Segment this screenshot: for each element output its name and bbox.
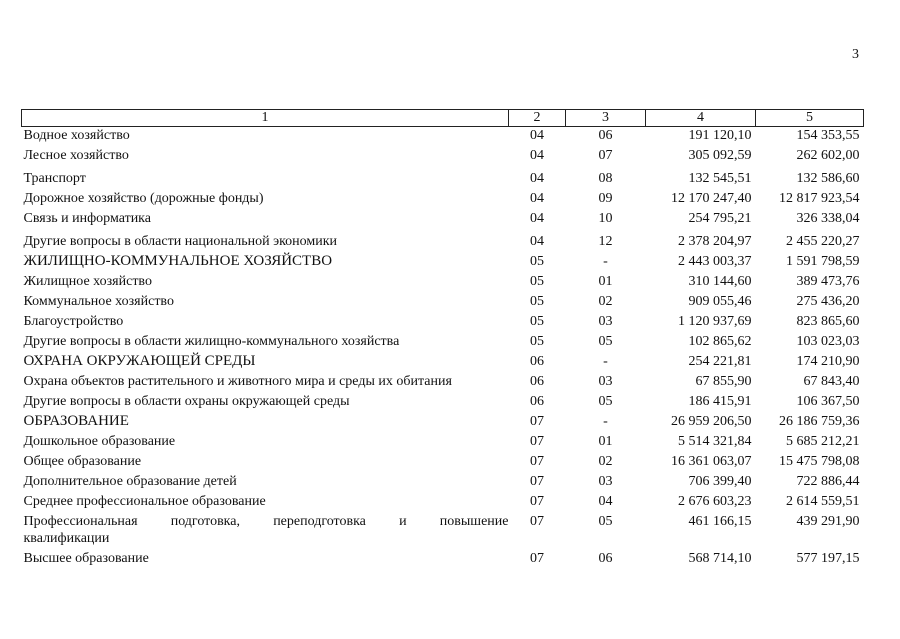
row-col5-amount: 262 602,00 bbox=[796, 148, 860, 163]
table-row bbox=[22, 313, 864, 333]
row-col5-amount: 103 023,03 bbox=[796, 334, 860, 349]
row-col4-amount: 305 092,59 bbox=[688, 148, 752, 163]
row-col4-amount: 254 221,81 bbox=[688, 354, 752, 369]
table-row bbox=[22, 433, 864, 453]
row-name: Среднее профессиональное образование bbox=[23, 494, 266, 509]
row-col5-amount: 823 865,60 bbox=[796, 314, 860, 329]
row-name-line1: Профессиональная подготовка, переподготовка и повышение bbox=[23, 514, 509, 529]
row-razdel: 06 bbox=[530, 394, 544, 409]
row-col5-amount: 389 473,76 bbox=[796, 274, 860, 289]
row-col5-amount: 577 197,15 bbox=[796, 551, 860, 566]
table-row bbox=[22, 293, 864, 313]
row-podrazdel: 12 bbox=[598, 234, 613, 249]
row-col5-amount: 722 886,44 bbox=[796, 474, 860, 489]
row-name: ЖИЛИЩНО-КОММУНАЛЬНОЕ ХОЗЯЙСТВО bbox=[23, 253, 333, 269]
table-row bbox=[22, 333, 864, 353]
row-razdel: 04 bbox=[530, 148, 544, 163]
row-name-line2: квалификации bbox=[23, 531, 110, 546]
row-name: Дополнительное образование детей bbox=[23, 474, 237, 489]
table-row bbox=[22, 453, 864, 473]
row-razdel: 04 bbox=[530, 128, 544, 143]
row-name: ОБРАЗОВАНИЕ bbox=[23, 413, 129, 429]
row-col4-amount: 102 865,62 bbox=[688, 334, 752, 349]
row-podrazdel: 10 bbox=[598, 211, 613, 226]
row-col5-amount: 275 436,20 bbox=[796, 294, 860, 309]
row-razdel: 07 bbox=[530, 474, 544, 489]
row-col4-amount: 191 120,10 bbox=[688, 128, 752, 143]
header-col-1: 1 bbox=[22, 110, 509, 127]
row-name: Охрана объектов растительного и животного мира и среды их обитания bbox=[23, 374, 452, 389]
row-razdel: 07 bbox=[530, 551, 544, 566]
row-razdel: 05 bbox=[530, 274, 544, 289]
row-podrazdel: 01 bbox=[598, 274, 613, 289]
row-col5-amount: 5 685 212,21 bbox=[786, 434, 860, 449]
row-razdel: 04 bbox=[530, 171, 544, 186]
row-name: Благоустройство bbox=[23, 314, 124, 329]
row-name: Дорожное хозяйство (дорожные фонды) bbox=[23, 191, 264, 206]
row-podrazdel: 06 bbox=[598, 551, 613, 566]
row-podrazdel: 07 bbox=[598, 148, 613, 163]
row-col4-amount: 310 144,60 bbox=[688, 274, 752, 289]
header-col-4: 4 bbox=[646, 110, 756, 127]
page-number: 3 bbox=[852, 47, 859, 62]
row-podrazdel: 05 bbox=[598, 394, 613, 409]
row-podrazdel: 03 bbox=[598, 474, 613, 489]
table-row bbox=[22, 393, 864, 413]
row-razdel: 06 bbox=[530, 354, 544, 369]
row-name: Высшее образование bbox=[23, 551, 149, 566]
table-row bbox=[22, 473, 864, 493]
row-col4-amount: 2 378 204,97 bbox=[678, 234, 752, 249]
row-razdel: 06 bbox=[530, 374, 544, 389]
row-col4-amount: 254 795,21 bbox=[688, 211, 752, 226]
row-razdel: 04 bbox=[530, 234, 544, 249]
row-razdel: 07 bbox=[530, 514, 544, 529]
row-name: ОХРАНА ОКРУЖАЮЩЕЙ СРЕДЫ bbox=[23, 353, 256, 369]
row-col5-amount: 132 586,60 bbox=[796, 171, 860, 186]
budget-table bbox=[21, 109, 864, 570]
table-row bbox=[22, 167, 864, 190]
row-name: Общее образование bbox=[23, 454, 142, 469]
table-row bbox=[22, 127, 864, 148]
row-col4-amount: 16 361 063,07 bbox=[671, 454, 752, 469]
row-podrazdel: 05 bbox=[598, 514, 613, 529]
row-col4-amount: 132 545,51 bbox=[688, 171, 752, 186]
row-name: Дошкольное образование bbox=[23, 434, 176, 449]
row-name: Транспорт bbox=[23, 171, 86, 186]
row-razdel: 07 bbox=[530, 454, 544, 469]
row-podrazdel: 09 bbox=[598, 191, 613, 206]
table-row bbox=[22, 190, 864, 210]
row-col4-amount: 67 855,90 bbox=[695, 374, 752, 389]
row-podrazdel: 08 bbox=[598, 171, 613, 186]
row-col4-amount: 26 959 206,50 bbox=[671, 414, 752, 429]
row-podrazdel: 01 bbox=[598, 434, 613, 449]
row-col4-amount: 5 514 321,84 bbox=[678, 434, 752, 449]
row-col4-amount: 461 166,15 bbox=[688, 514, 752, 529]
row-razdel: 07 bbox=[530, 414, 544, 429]
table-row-section bbox=[22, 253, 864, 273]
row-col5-amount: 106 367,50 bbox=[796, 394, 860, 409]
row-col5-amount: 439 291,90 bbox=[796, 514, 860, 529]
row-col4-amount: 706 399,40 bbox=[688, 474, 752, 489]
row-col5-amount: 12 817 923,54 bbox=[779, 191, 860, 206]
row-podrazdel: - bbox=[603, 354, 608, 369]
header-col-2: 2 bbox=[509, 110, 566, 127]
row-col5-amount: 326 338,04 bbox=[796, 211, 860, 226]
row-col5-amount: 154 353,55 bbox=[796, 128, 860, 143]
table-row-section bbox=[22, 353, 864, 373]
row-col4-amount: 1 120 937,69 bbox=[678, 314, 752, 329]
row-col5-amount: 15 475 798,08 bbox=[779, 454, 860, 469]
row-col5-amount: 1 591 798,59 bbox=[786, 254, 860, 269]
table-header-row bbox=[22, 110, 864, 127]
row-podrazdel: 05 bbox=[598, 334, 613, 349]
row-name: Другие вопросы в области национальной экономики bbox=[23, 234, 338, 249]
row-name: Связь и информатика bbox=[23, 211, 151, 226]
row-razdel: 05 bbox=[530, 314, 544, 329]
row-podrazdel: 02 bbox=[598, 294, 613, 309]
row-podrazdel: - bbox=[603, 254, 608, 269]
table-row bbox=[22, 273, 864, 293]
row-col5-amount: 67 843,40 bbox=[803, 374, 860, 389]
row-col4-amount: 186 415,91 bbox=[688, 394, 752, 409]
table-row bbox=[22, 547, 864, 570]
row-podrazdel: 04 bbox=[598, 494, 613, 509]
row-col4-amount: 568 714,10 bbox=[688, 551, 752, 566]
row-razdel: 04 bbox=[530, 191, 544, 206]
row-col4-amount: 2 443 003,37 bbox=[678, 254, 752, 269]
table-row bbox=[22, 493, 864, 513]
row-col5-amount: 174 210,90 bbox=[796, 354, 860, 369]
row-col4-amount: 909 055,46 bbox=[688, 294, 752, 309]
row-podrazdel: 03 bbox=[598, 314, 613, 329]
table-row bbox=[22, 147, 864, 167]
header-col-5: 5 bbox=[756, 110, 864, 127]
row-name: Другие вопросы в области жилищно-коммунального хозяйства bbox=[23, 334, 400, 349]
table-row bbox=[22, 210, 864, 230]
row-razdel: 07 bbox=[530, 494, 544, 509]
row-razdel: 05 bbox=[530, 294, 544, 309]
header-col-3: 3 bbox=[566, 110, 646, 127]
row-name bbox=[22, 513, 509, 547]
row-name: Коммунальное хозяйство bbox=[23, 294, 174, 309]
table-row bbox=[22, 513, 864, 547]
table-row bbox=[22, 230, 864, 253]
row-col5-amount: 26 186 759,36 bbox=[779, 414, 860, 429]
row-podrazdel: 03 bbox=[598, 374, 613, 389]
row-podrazdel: 02 bbox=[598, 454, 613, 469]
row-col4-amount: 2 676 603,23 bbox=[678, 494, 752, 509]
row-col5-amount: 2 614 559,51 bbox=[786, 494, 860, 509]
row-name: Другие вопросы в области охраны окружающей среды bbox=[23, 394, 350, 409]
row-razdel: 04 bbox=[530, 211, 544, 226]
row-col4-amount: 12 170 247,40 bbox=[671, 191, 752, 206]
row-name: Жилищное хозяйство bbox=[23, 274, 152, 289]
row-razdel: 05 bbox=[530, 254, 544, 269]
row-name: Лесное хозяйство bbox=[23, 148, 129, 163]
row-razdel: 05 bbox=[530, 334, 544, 349]
row-podrazdel: - bbox=[603, 414, 608, 429]
table-row bbox=[22, 373, 864, 393]
row-podrazdel: 06 bbox=[598, 128, 613, 143]
table-row-section bbox=[22, 413, 864, 433]
row-name: Водное хозяйство bbox=[23, 128, 130, 143]
row-col5-amount: 2 455 220,27 bbox=[786, 234, 860, 249]
row-razdel: 07 bbox=[530, 434, 544, 449]
